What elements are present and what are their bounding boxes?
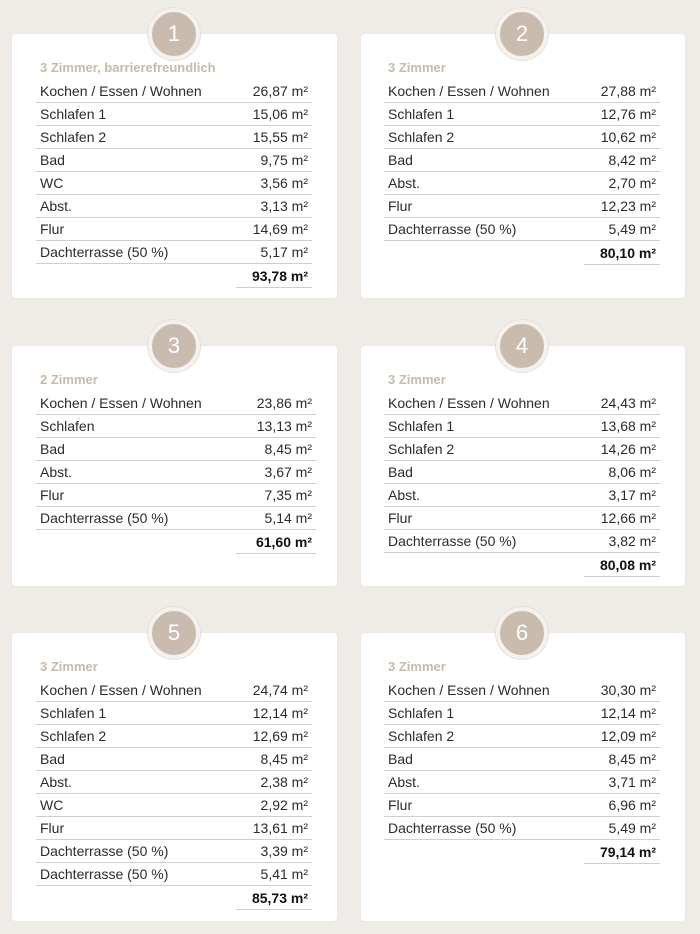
- area-row: [384, 529, 660, 553]
- area-row: [384, 701, 660, 725]
- area-row: [384, 816, 660, 840]
- area-row: [36, 194, 312, 218]
- area-row: [384, 747, 660, 771]
- room-label: Schlafen 1: [40, 105, 107, 122]
- room-area: 13,61 m²: [252, 819, 308, 836]
- room-label: Schlafen 2: [388, 727, 455, 744]
- room-area: 12,14 m²: [600, 704, 656, 721]
- room-area: 7,35 m²: [264, 486, 312, 503]
- room-area: 14,69 m²: [252, 220, 308, 237]
- room-area: 14,26 m²: [600, 440, 656, 457]
- room-label: Flur: [40, 220, 65, 237]
- area-row: [384, 506, 660, 530]
- room-area: 8,45 m²: [264, 440, 312, 457]
- area-row: [384, 102, 660, 126]
- total-value: 79,14 m²: [599, 843, 656, 860]
- room-label: Schlafen 1: [388, 105, 455, 122]
- area-row: [36, 240, 312, 264]
- area-row: [36, 747, 312, 771]
- room-label: Flur: [40, 486, 65, 503]
- room-label: Bad: [388, 750, 413, 767]
- area-row: [384, 217, 660, 241]
- total-area: [236, 530, 316, 554]
- room-label: Dachterrasse (50 %): [40, 865, 169, 882]
- unit-subtitle: 3 Zimmer: [388, 60, 446, 75]
- unit-number-badge: 4: [496, 320, 548, 372]
- area-row: [36, 125, 312, 149]
- room-area: 6,96 m²: [608, 796, 656, 813]
- room-label: Flur: [40, 819, 65, 836]
- total-area: [584, 840, 660, 864]
- room-label: Dachterrasse (50 %): [40, 842, 169, 859]
- area-row: [36, 724, 312, 748]
- room-label: Dachterrasse (50 %): [388, 532, 517, 549]
- room-area: 8,45 m²: [260, 750, 308, 767]
- area-row: [36, 770, 312, 794]
- room-area: 26,87 m²: [252, 82, 308, 99]
- room-area: 12,14 m²: [252, 704, 308, 721]
- room-label: WC: [40, 174, 64, 191]
- room-label: Abst.: [388, 486, 420, 503]
- room-label: WC: [40, 796, 64, 813]
- area-row: [36, 506, 316, 530]
- total-area: [236, 886, 312, 910]
- room-area: 12,09 m²: [600, 727, 656, 744]
- room-label: Schlafen 1: [40, 704, 107, 721]
- room-area: 24,74 m²: [252, 681, 308, 698]
- room-area: 27,88 m²: [600, 82, 656, 99]
- room-area: 13,68 m²: [600, 417, 656, 434]
- unit-number-badge: 5: [148, 607, 200, 659]
- room-label: Schlafen 2: [388, 128, 455, 145]
- room-label: Dachterrasse (50 %): [388, 819, 517, 836]
- area-row: [36, 148, 312, 172]
- area-row: [384, 414, 660, 438]
- room-label: Bad: [388, 463, 413, 480]
- area-row: [36, 862, 312, 886]
- area-row: [36, 839, 312, 863]
- area-row: [384, 194, 660, 218]
- room-area: 3,13 m²: [260, 197, 308, 214]
- area-row: [384, 79, 660, 103]
- room-area: 12,23 m²: [600, 197, 656, 214]
- room-label: Schlafen 2: [388, 440, 455, 457]
- unit-subtitle: 3 Zimmer, barrierefreundlich: [40, 60, 216, 75]
- room-area: 3,67 m²: [264, 463, 312, 480]
- area-row: [36, 391, 316, 415]
- room-area: 12,76 m²: [600, 105, 656, 122]
- area-row: [36, 460, 316, 484]
- area-row: [36, 793, 312, 817]
- room-area: 3,17 m²: [608, 486, 656, 503]
- room-area: 8,45 m²: [608, 750, 656, 767]
- area-row: [384, 460, 660, 484]
- unit-number-badge: 6: [496, 607, 548, 659]
- room-area: 5,17 m²: [260, 243, 308, 260]
- room-label: Schlafen 2: [40, 128, 107, 145]
- room-area: 15,55 m²: [252, 128, 308, 145]
- room-label: Dachterrasse (50 %): [40, 243, 169, 260]
- area-row: [36, 414, 316, 438]
- area-row: [384, 483, 660, 507]
- room-area: 12,66 m²: [600, 509, 656, 526]
- room-area: 2,92 m²: [260, 796, 308, 813]
- room-area: 5,41 m²: [260, 865, 308, 882]
- room-label: Schlafen 2: [40, 727, 107, 744]
- room-area: 5,49 m²: [608, 220, 656, 237]
- room-label: Schlafen 1: [388, 417, 455, 434]
- area-row: [384, 678, 660, 702]
- area-row: [384, 437, 660, 461]
- room-area: 5,14 m²: [264, 509, 312, 526]
- unit-subtitle: 3 Zimmer: [388, 659, 446, 674]
- room-area: 3,71 m²: [608, 773, 656, 790]
- room-label: Flur: [388, 197, 413, 214]
- area-row: [384, 770, 660, 794]
- room-label: Kochen / Essen / Wohnen: [388, 681, 550, 698]
- area-row: [384, 171, 660, 195]
- room-area: 9,75 m²: [260, 151, 308, 168]
- unit-subtitle: 3 Zimmer: [388, 372, 446, 387]
- room-label: Abst.: [388, 174, 420, 191]
- room-label: Schlafen 1: [388, 704, 455, 721]
- area-row: [384, 391, 660, 415]
- room-area: 8,42 m²: [608, 151, 656, 168]
- total-value: 80,10 m²: [599, 244, 656, 261]
- area-row: [36, 217, 312, 241]
- unit-subtitle: 3 Zimmer: [40, 659, 98, 674]
- room-area: 13,13 m²: [256, 417, 312, 434]
- area-row: [384, 148, 660, 172]
- room-area: 8,06 m²: [608, 463, 656, 480]
- total-value: 85,73 m²: [251, 889, 308, 906]
- room-label: Abst.: [40, 773, 72, 790]
- total-value: 61,60 m²: [255, 533, 312, 550]
- unit-number-badge: 3: [148, 320, 200, 372]
- area-row: [36, 678, 312, 702]
- unit-subtitle: 2 Zimmer: [40, 372, 98, 387]
- room-area: 5,49 m²: [608, 819, 656, 836]
- area-row: [36, 437, 316, 461]
- room-label: Kochen / Essen / Wohnen: [388, 82, 550, 99]
- room-label: Dachterrasse (50 %): [388, 220, 517, 237]
- unit-number-badge: 2: [496, 8, 548, 60]
- room-area: 2,70 m²: [608, 174, 656, 191]
- room-label: Flur: [388, 509, 413, 526]
- room-area: 3,39 m²: [260, 842, 308, 859]
- room-label: Kochen / Essen / Wohnen: [388, 394, 550, 411]
- room-label: Bad: [40, 440, 65, 457]
- room-label: Abst.: [40, 197, 72, 214]
- room-area: 15,06 m²: [252, 105, 308, 122]
- room-label: Bad: [388, 151, 413, 168]
- room-label: Bad: [40, 151, 65, 168]
- area-row: [384, 793, 660, 817]
- area-row: [36, 483, 316, 507]
- room-label: Kochen / Essen / Wohnen: [40, 681, 202, 698]
- room-area: 10,62 m²: [600, 128, 656, 145]
- area-row: [36, 171, 312, 195]
- room-label: Abst.: [388, 773, 420, 790]
- room-label: Kochen / Essen / Wohnen: [40, 394, 202, 411]
- area-row: [36, 701, 312, 725]
- room-label: Bad: [40, 750, 65, 767]
- room-area: 23,86 m²: [256, 394, 312, 411]
- total-value: 93,78 m²: [251, 267, 308, 284]
- room-label: Dachterrasse (50 %): [40, 509, 169, 526]
- room-label: Abst.: [40, 463, 72, 480]
- area-row: [384, 125, 660, 149]
- total-area: [236, 264, 312, 288]
- area-row: [36, 102, 312, 126]
- area-row: [36, 816, 312, 840]
- total-value: 80,08 m²: [599, 556, 656, 573]
- total-area: [584, 553, 660, 577]
- room-label: Flur: [388, 796, 413, 813]
- room-area: 24,43 m²: [600, 394, 656, 411]
- area-row: [384, 724, 660, 748]
- area-row: [36, 79, 312, 103]
- room-area: 3,56 m²: [260, 174, 308, 191]
- unit-number-badge: 1: [148, 8, 200, 60]
- room-label: Schlafen: [40, 417, 95, 434]
- room-area: 30,30 m²: [600, 681, 656, 698]
- room-label: Kochen / Essen / Wohnen: [40, 82, 202, 99]
- room-area: 2,38 m²: [260, 773, 308, 790]
- room-area: 12,69 m²: [252, 727, 308, 744]
- total-area: [584, 241, 660, 265]
- room-area: 3,82 m²: [608, 532, 656, 549]
